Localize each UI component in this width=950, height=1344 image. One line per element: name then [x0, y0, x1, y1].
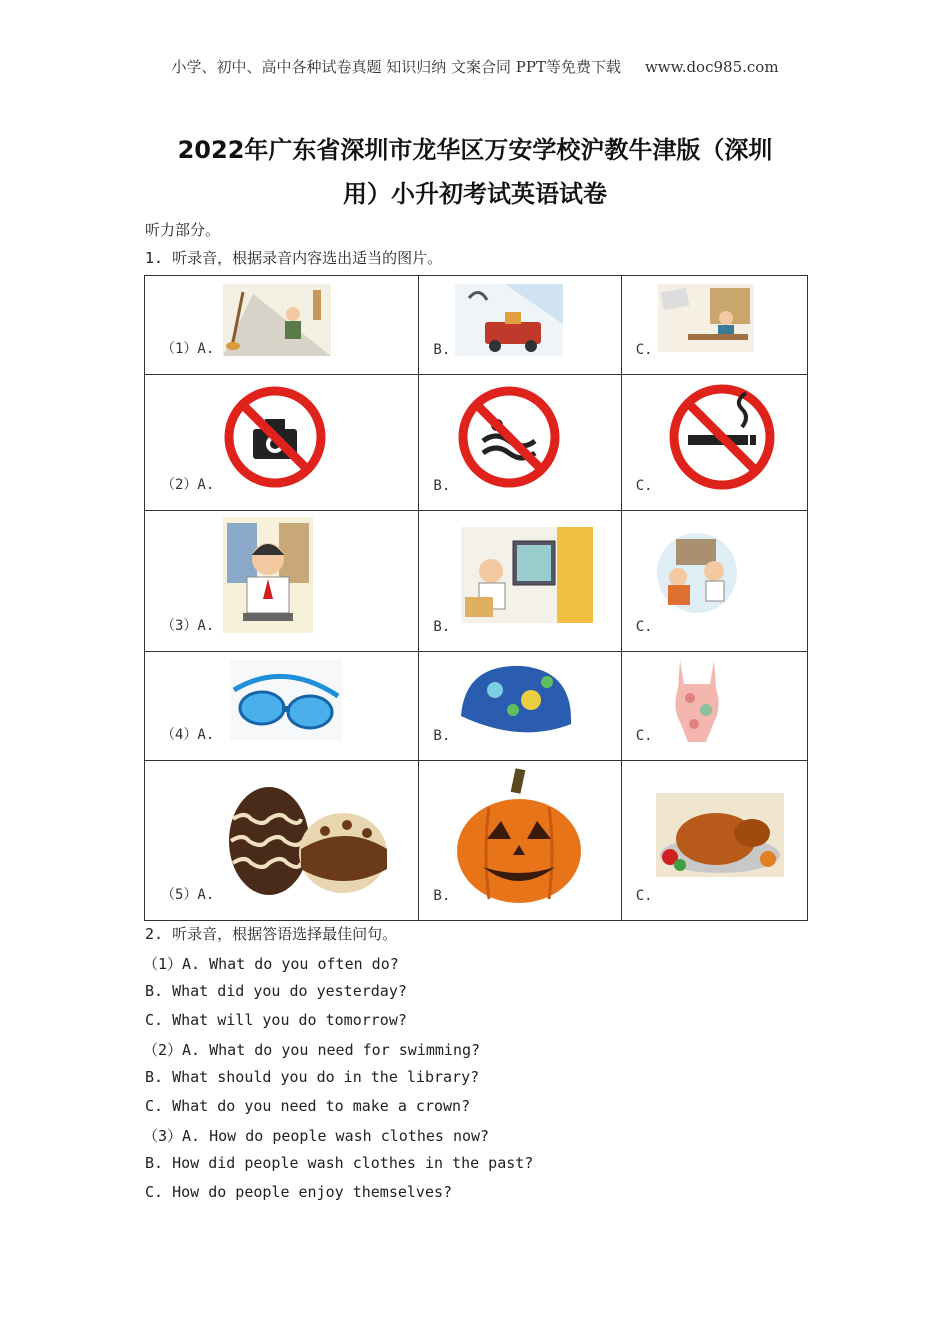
header-site[interactable]: www.doc985.com — [644, 58, 779, 76]
option-label: C. — [635, 619, 653, 635]
option-label: C. — [635, 342, 653, 358]
option-3c[interactable] — [621, 511, 807, 652]
swimming-cap-image — [455, 660, 575, 740]
option-5b[interactable] — [419, 761, 621, 921]
table-row — [145, 375, 808, 511]
option-3a[interactable] — [145, 511, 419, 652]
jack-o-lantern-image — [455, 767, 583, 905]
easter-eggs-image — [221, 779, 391, 895]
boy-in-library-image — [223, 517, 313, 633]
option-5a[interactable] — [145, 761, 419, 921]
option-label: （4）A. — [161, 727, 215, 743]
option-label: （5）A. — [161, 887, 215, 903]
option-4c[interactable] — [621, 652, 807, 761]
option-label: （2）A. — [161, 477, 215, 493]
option-label: （1）A. — [161, 341, 215, 357]
title-line-2: 用）小升初考试英语试卷 — [343, 180, 607, 208]
post-office-scene-image — [656, 531, 738, 615]
no-photo-sign-icon — [223, 385, 327, 489]
option-label: B. — [433, 342, 451, 358]
option-label: B. — [433, 728, 451, 744]
option-5c[interactable] — [621, 761, 807, 921]
option-label: B. — [433, 478, 451, 494]
q2-line: C. How do people enjoy themselves? — [145, 1183, 453, 1201]
swimming-goggles-image — [230, 660, 342, 740]
option-1b[interactable] — [419, 276, 621, 375]
option-label: B. — [433, 619, 451, 635]
q2-instruction: 2. 听录音，根据答语选择最佳问句。 — [145, 925, 398, 943]
q2-line: B. What should you do in the library? — [145, 1068, 480, 1086]
option-2b[interactable] — [419, 375, 621, 511]
q2-line: C. What do you need to make a crown? — [145, 1097, 471, 1115]
page-header — [0, 56, 950, 77]
option-2a[interactable] — [145, 375, 419, 511]
option-label: B. — [433, 888, 451, 904]
swimsuit-image — [666, 658, 728, 744]
office-scene-image — [658, 284, 754, 352]
option-1a[interactable] — [145, 276, 419, 375]
title-line-1: 2022年广东省深圳市龙华区万安学校沪教牛津版（深圳 — [177, 136, 773, 164]
section-label: 听力部分。 — [145, 221, 221, 239]
no-smoking-sign-icon — [666, 383, 778, 491]
option-1c[interactable] — [621, 276, 807, 375]
option-4b[interactable] — [419, 652, 621, 761]
q2-line: B. How did people wash clothes in the past? — [145, 1154, 534, 1172]
roast-turkey-image — [656, 793, 784, 877]
machine-scene-image — [455, 284, 563, 356]
option-3b[interactable] — [419, 511, 621, 652]
table-row — [145, 511, 808, 652]
table-row — [145, 761, 808, 921]
table-row — [145, 276, 808, 375]
option-label: C. — [635, 478, 653, 494]
computer-shop-image — [461, 527, 593, 623]
option-label: C. — [635, 888, 653, 904]
page-title — [0, 128, 950, 216]
cleaning-scene-image — [223, 284, 331, 356]
q2-line: （1）A. What do you often do? — [143, 955, 399, 973]
q2-line: （3）A. How do people wash clothes now? — [143, 1127, 490, 1145]
option-4a[interactable] — [145, 652, 419, 761]
option-2c[interactable] — [621, 375, 807, 511]
table-row — [145, 652, 808, 761]
q2-line: C. What will you do tomorrow? — [145, 1011, 407, 1029]
picture-grid — [144, 275, 808, 921]
option-label: （3）A. — [161, 618, 215, 634]
option-label: C. — [635, 728, 653, 744]
no-swimming-sign-icon — [457, 385, 561, 489]
q1-instruction: 1. 听录音，根据录音内容选出适当的图片。 — [145, 249, 443, 267]
header-text: 小学、初中、高中各种试卷真题 知识归纳 文案合同 PPT等免费下载 — [171, 58, 621, 76]
q2-line: B. What did you do yesterday? — [145, 982, 407, 1000]
q2-line: （2）A. What do you need for swimming? — [143, 1041, 481, 1059]
